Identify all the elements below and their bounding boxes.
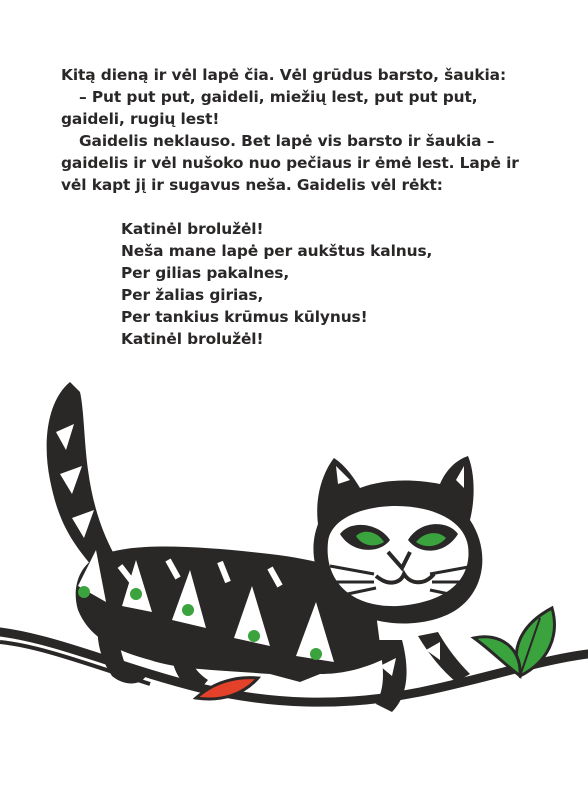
cat-illustration [0,370,588,800]
poem [61,218,531,350]
poem-line: Neša mane lapė per aukštus kalnus, [121,242,433,260]
story-paragraph-2: – Put put put, gaideli, miežių lest, put put put, gaideli, rugių lest! [61,88,478,128]
poem-line: Katinėl brolužėl! [121,330,264,348]
story-paragraph-1: Kitą dieną ir vėl lapė čia. Vėl grūdus barsto, šaukia: [61,66,507,84]
poem-line: Per tankius krūmus kūlynus! [121,308,368,326]
tail [47,382,114,566]
cat-head [313,456,482,624]
poem-line: Katinėl brolužėl! [121,220,264,238]
poem-line: Per gilias pakalnes, [121,264,290,282]
story-text [61,64,531,350]
poem-line: Per žalias girias, [121,286,264,304]
story-paragraph-3: Gaidelis neklauso. Bet lapė vis barsto ir šaukia – gaidelis ir vėl nušoko nuo pečiaus ir ėmė lest. Lapė ir vėl kapt jį ir sugavus neša. Gaidelis vėl rėkt: [61,132,519,194]
